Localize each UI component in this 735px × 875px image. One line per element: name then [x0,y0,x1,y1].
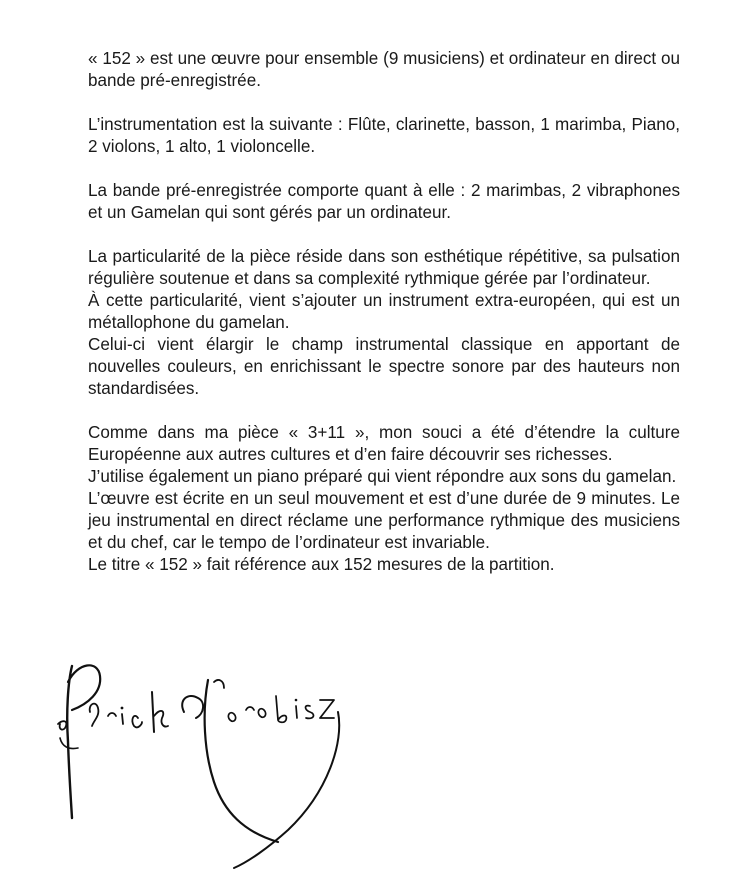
paragraph-prepared-piano: J’utilise également un piano préparé qui vient répondre aux sons du gamelan. [88,467,677,486]
document-body [88,48,680,576]
handwritten-signature [38,652,348,872]
paragraph-particularity: La particularité de la pièce réside dans son esthétique répétitive, sa pulsation régulière soutenue et dans sa complexité rythmique gérée par l’ordinateur. [88,247,680,288]
paragraph-title-reference: Le titre « 152 » fait référence aux 152 mesures de la partition. [88,555,555,574]
paragraph-instrumentation: L’instrumentation est la suivante : Flûte, clarinette, basson, 1 marimba, Piano, 2 violons, 1 alto, 1 violoncelle. [88,115,680,156]
paragraph-gamelan-addition: À cette particularité, vient s’ajouter un instrument extra-européen, qui est un métallophone du gamelan. [88,291,680,332]
paragraph-enlargement: Celui-ci vient élargir le champ instrumental classique en apportant de nouvelles couleurs, en enrichissant le spectre sonore par des hauteurs non standardisées. [88,335,680,398]
signature-drawing [38,652,348,872]
paragraph-tape: La bande pré-enregistrée comporte quant à elle : 2 marimbas, 2 vibraphones et un Gamelan qui sont gérés par un ordinateur. [88,181,680,222]
paragraph-culture: Comme dans ma pièce « 3+11 », mon souci a été d’étendre la culture Européenne aux autres cultures et d’en faire découvrir ses richesses. [88,423,680,464]
paragraph-intro: « 152 » est une œuvre pour ensemble (9 musiciens) et ordinateur en direct ou bande pré-enregistrée. [88,49,680,90]
paragraph-duration: L’œuvre est écrite en un seul mouvement et est d’une durée de 9 minutes. Le jeu instrumental en direct réclame une performance rythmique des musiciens et du chef, car le tempo de l’ordinateur est invariable. [88,489,680,552]
